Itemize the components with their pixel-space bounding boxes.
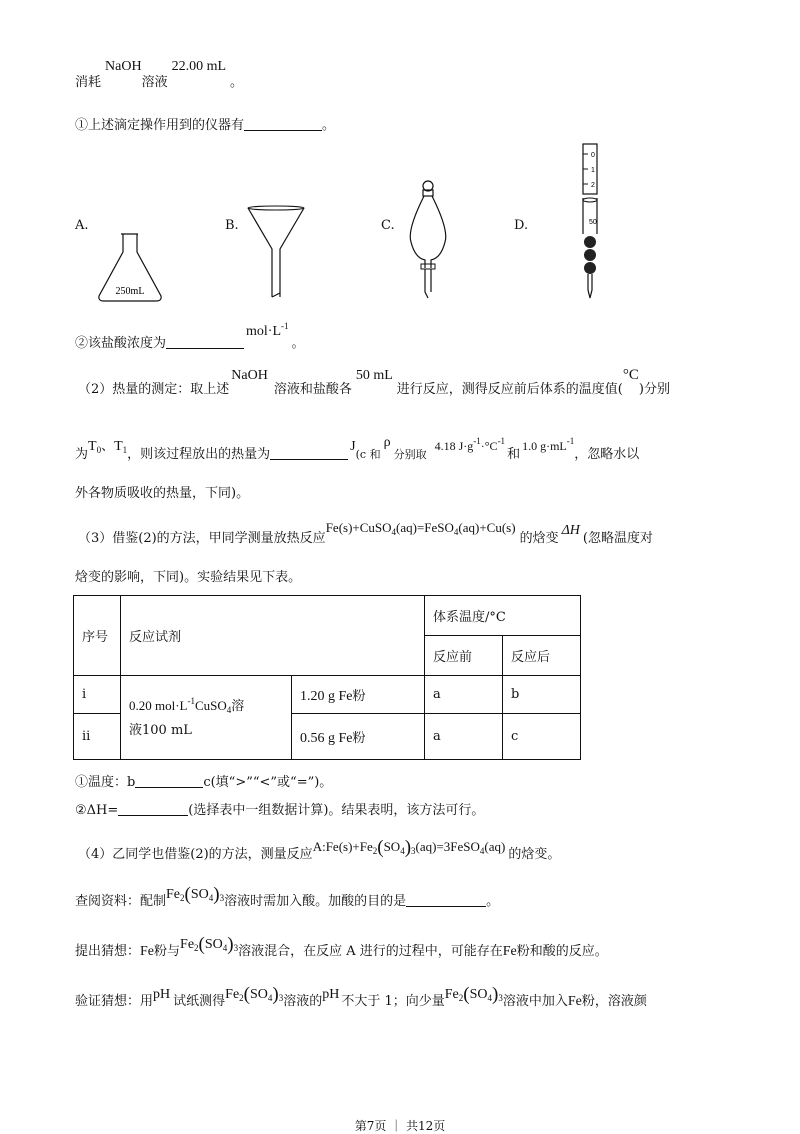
header-after: 反应后: [503, 636, 581, 676]
burette-icon: [575, 140, 605, 300]
answer-blank[interactable]: [244, 118, 322, 131]
heat-measure-line1: （2）热量的测定：取上述NaOH溶液和盐酸各50 mL进行反应，测得反应前后体系的温度值(°C)分别: [78, 367, 670, 397]
separatory-funnel-icon: [405, 180, 451, 300]
results-table: [73, 595, 581, 760]
temp-after: c: [503, 714, 581, 760]
verification-line: 验证猜想：用pH 试纸测得$Fe_2(SO_4)_3$溶液的pH 不大于 1；向少量$Fe_2(SO_4)_3$溶液中加入Fe粉，溶液颜: [75, 984, 647, 1009]
temp-after: b: [503, 676, 581, 714]
svg-text:1: 1: [591, 167, 595, 174]
part3-line2: 焓变的影响，下同)。实验结果见下表。: [75, 570, 302, 585]
funnel-icon: [246, 205, 306, 301]
answer-blank[interactable]: [270, 447, 348, 460]
option-b-label: B.: [225, 218, 239, 233]
row-no: i: [74, 676, 121, 714]
page-footer: 第7页 ｜ 共12页: [354, 1119, 446, 1133]
erlenmeyer-flask-icon: [95, 232, 165, 304]
temp-before: a: [425, 714, 503, 760]
svg-text:0: 0: [591, 152, 595, 159]
question-concentration: ②该盐酸浓度为$mol\cdot L^{-1}$。: [75, 321, 305, 351]
row-no: ii: [74, 714, 121, 760]
consumed-line: 消耗NaOH溶液22.00 mL。: [75, 59, 244, 90]
answer-blank[interactable]: [135, 775, 203, 788]
part3-line1: （3）借鉴(2)的方法，甲同学测量放热反应Fe(s)+CuSO$_4$(aq)=FeSO$_4$(aq)+Cu(s)的焓变ΔH(忽略温度对: [78, 520, 653, 546]
shared-reagent: 0.20 $mol\cdot L^{-1}CuSO_4$溶 液100 mL: [121, 676, 292, 760]
hypothesis-line: 提出猜想：Fe粉与$Fe_2(SO_4)_3$溶液混合，在反应 A 进行的过程中，可能存在Fe粉和酸的反应。: [75, 934, 608, 959]
option-d-label: D.: [514, 218, 529, 233]
header-no: 序号: [74, 596, 121, 676]
svg-text:2: 2: [591, 182, 595, 189]
svg-text:250mL: 250mL: [115, 286, 145, 297]
reference-line: 查阅资料：配制$Fe_2(SO_4)_3$溶液时需加入酸。加酸的目的是 。: [75, 884, 500, 909]
header-temp: 体系温度/°C: [425, 596, 581, 636]
header-reagent: 反应试剂: [121, 596, 425, 676]
part4-line: （4）乙同学也借鉴(2)的方法，测量反应$A:Fe(s)+Fe_2(SO_4)_3(aq)=3FeSO_4(aq)$的焓变。: [78, 837, 561, 862]
table-row: [74, 676, 581, 714]
question-temperature: ①温度：b c(填“>”“<”或“=”)。: [75, 775, 333, 790]
heat-measure-line2: 为$T_0$、$T_1$，则该过程放出的热量为$J_{(c 和}\rho_{分别取}4.18$ $J\cdot g^{-1}\cdot^\circ C^{-1}$和1.0 $g\cdot mL^{-1}$，忽略水以: [75, 435, 640, 462]
temp-before: a: [425, 676, 503, 714]
fe-amount: 0.56 g Fe粉: [292, 714, 425, 760]
question-instruments: ①上述滴定操作用到的仪器有 。: [75, 118, 336, 133]
answer-blank[interactable]: [166, 336, 244, 349]
answer-blank[interactable]: [118, 803, 188, 816]
answer-blank[interactable]: [406, 894, 486, 907]
heat-measure-line3: 外各物质吸收的热量，下同)。: [75, 486, 250, 501]
question-delta-h: ②ΔH= (选择表中一组数据计算)。结果表明，该方法可行。: [75, 803, 485, 818]
option-a-label: A.: [75, 218, 89, 233]
fe-amount: 1.20 g Fe粉: [292, 676, 425, 714]
svg-text:50: 50: [589, 219, 597, 226]
option-c-label: C.: [381, 218, 395, 233]
header-before: 反应前: [425, 636, 503, 676]
